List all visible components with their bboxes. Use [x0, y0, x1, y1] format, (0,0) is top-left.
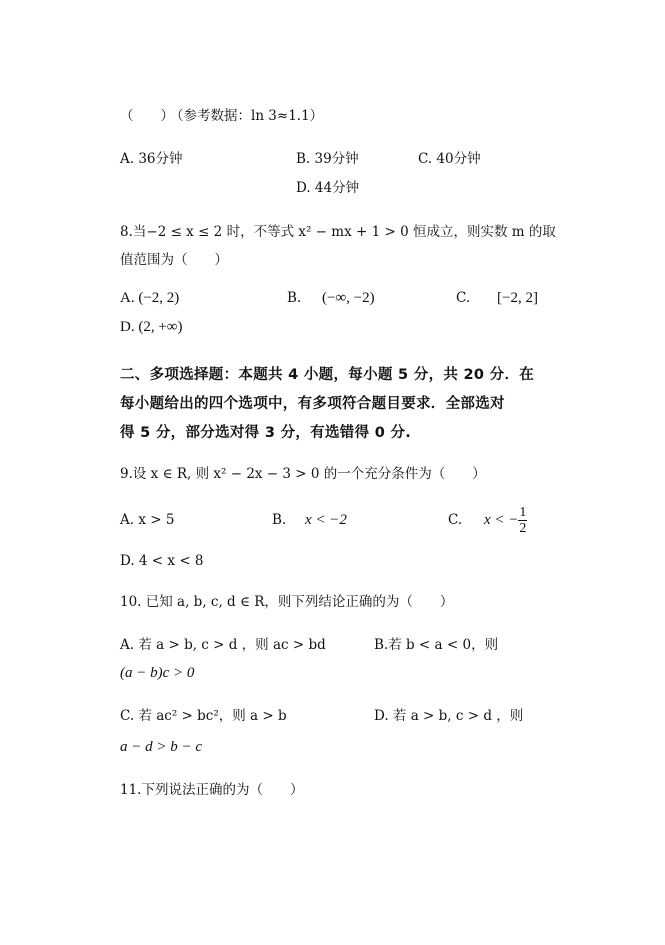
fraction-denominator: 2: [519, 521, 527, 536]
q10-option-d-line2: a − d > b − c: [120, 739, 203, 755]
q8-stem-line2: 值范围为（ ）: [120, 252, 228, 268]
q8-stem-line1: 8.当−2 ≤ x ≤ 2 时，不等式 x² − mx + 1 > 0 恒成立，则实数 m 的取: [120, 224, 556, 240]
q9-option-c-prefix: x < −: [484, 512, 519, 528]
q10-option-a-line1: A. 若 a > b, c > d ，则 ac > bd: [120, 637, 326, 653]
section2-instructions-line1: 二、多项选择题：本题共 4 小题，每小题 5 分，共 20 分．在: [120, 367, 535, 383]
q7-option-b: B. 39分钟: [296, 151, 359, 167]
q11-stem: 11.下列说法正确的为（ ）: [120, 782, 304, 798]
q9-option-d: D. 4 < x < 8: [120, 553, 204, 569]
q7-option-c: C. 40分钟: [418, 151, 481, 167]
q9-option-a: A. x > 5: [120, 512, 175, 528]
q9-option-b-value: x < −2: [305, 512, 347, 528]
q8-option-a: A. (−2, 2): [120, 290, 180, 306]
fraction: [518, 505, 527, 536]
section2-instructions-line3: 得 5 分，部分选对得 3 分，有选错得 0 分.: [120, 425, 412, 441]
q10-option-b-line1: B.若 b < a < 0，则: [374, 637, 499, 653]
fraction-numerator: 1: [519, 505, 527, 520]
q7-option-d: D. 44分钟: [296, 180, 360, 196]
q7-answer-paren: （ ）: [120, 108, 174, 124]
q8-option-d: D. (2, +∞): [120, 319, 183, 335]
q8-option-c-label: C.: [456, 290, 471, 306]
section2-instructions-line2: 每小题给出的四个选项中，有多项符合题目要求．全部选对: [120, 396, 505, 412]
q7-reference-data: （参考数据：ln 3≈1.1）: [170, 108, 324, 124]
q8-option-c-value: [−2, 2]: [497, 290, 538, 306]
q10-stem: 10. 已知 a, b, c, d ∈ R，则下列结论正确的为（ ）: [120, 594, 454, 610]
q10-option-c: C. 若 ac² > bc²，则 a > b: [120, 708, 287, 724]
q8-option-b-value: (−∞, −2): [322, 290, 375, 306]
q9-option-b-label: B.: [272, 512, 287, 528]
q9-option-c-value: [484, 500, 527, 540]
q9-stem: 9.设 x ∈ R, 则 x² − 2x − 3 > 0 的一个充分条件为（ ）: [120, 466, 486, 482]
q8-option-b-label: B.: [287, 290, 302, 306]
q7-option-a: A. 36分钟: [120, 151, 183, 167]
q10-option-d-line1: D. 若 a > b, c > d ，则: [374, 708, 524, 724]
q10-option-b-line2: (a − b)c > 0: [120, 665, 195, 681]
q9-option-c-label: C.: [448, 512, 463, 528]
